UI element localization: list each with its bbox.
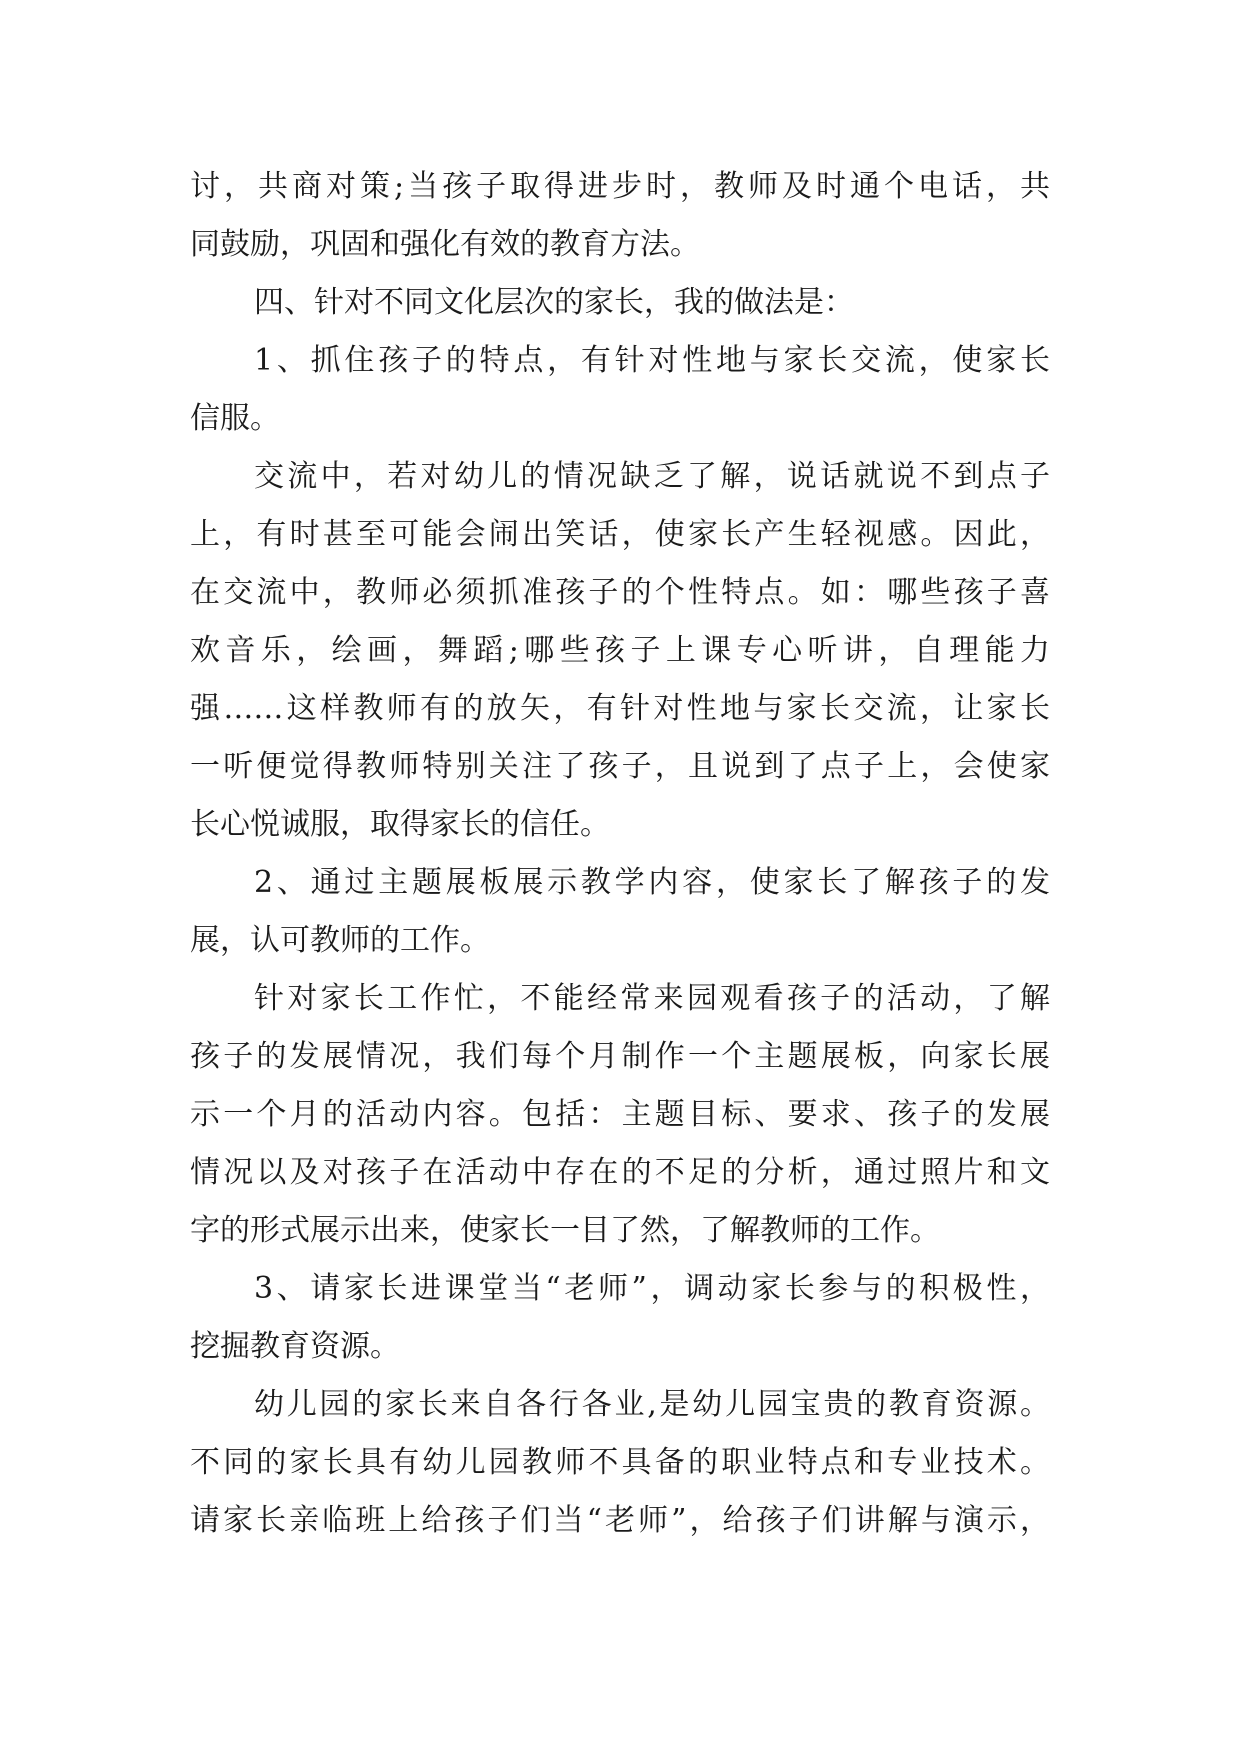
- text-line: 挖掘教育资源。: [190, 1329, 400, 1364]
- text-line: 3、请家长进课堂当“老师”，调动家长参与的积极性，: [254, 1271, 1050, 1306]
- text-line: 针对家长工作忙，不能经常来园观看孩子的活动，了解: [254, 981, 1050, 1016]
- text-line: 1、抓住孩子的特点，有针对性地与家长交流，使家长: [254, 343, 1050, 378]
- text-line: 幼儿园的家长来自各行各业,是幼儿园宝贵的教育资源。: [254, 1387, 1050, 1422]
- text-line: 讨，共商对策;当孩子取得进步时，教师及时通个电话，共: [190, 169, 1050, 204]
- text-line: 在交流中，教师必须抓准孩子的个性特点。如：哪些孩子喜: [190, 575, 1050, 610]
- text-line: 孩子的发展情况，我们每个月制作一个主题展板，向家长展: [190, 1039, 1050, 1074]
- text-line: 信服。: [190, 401, 280, 436]
- text-line: 交流中，若对幼儿的情况缺乏了解，说话就说不到点子: [254, 459, 1050, 494]
- text-line: 长心悦诚服，取得家长的信任。: [190, 807, 610, 842]
- document-body: [190, 158, 1050, 1550]
- text-line: 请家长亲临班上给孩子们当“老师”，给孩子们讲解与演示，: [190, 1503, 1050, 1538]
- text-line: 上，有时甚至可能会闹出笑话，使家长产生轻视感。因此，: [190, 517, 1050, 552]
- text-line: 四、针对不同文化层次的家长，我的做法是：: [254, 285, 854, 320]
- text-line: 一听便觉得教师特别关注了孩子，且说到了点子上，会使家: [190, 749, 1050, 784]
- text-line: 强……这样教师有的放矢，有针对性地与家长交流，让家长: [190, 691, 1050, 726]
- text-line: 不同的家长具有幼儿园教师不具备的职业特点和专业技术。: [190, 1445, 1050, 1480]
- text-line: 字的形式展示出来，使家长一目了然，了解教师的工作。: [190, 1213, 940, 1248]
- text-line: 欢音乐，绘画，舞蹈;哪些孩子上课专心听讲，自理能力: [190, 633, 1050, 668]
- text-line: 2、通过主题展板展示教学内容，使家长了解孩子的发: [254, 865, 1050, 900]
- text-line: 同鼓励，巩固和强化有效的教育方法。: [190, 227, 700, 262]
- text-line: 展，认可教师的工作。: [190, 923, 490, 958]
- text-line: 示一个月的活动内容。包括：主题目标、要求、孩子的发展: [190, 1097, 1050, 1132]
- text-line: 情况以及对孩子在活动中存在的不足的分析，通过照片和文: [190, 1155, 1050, 1190]
